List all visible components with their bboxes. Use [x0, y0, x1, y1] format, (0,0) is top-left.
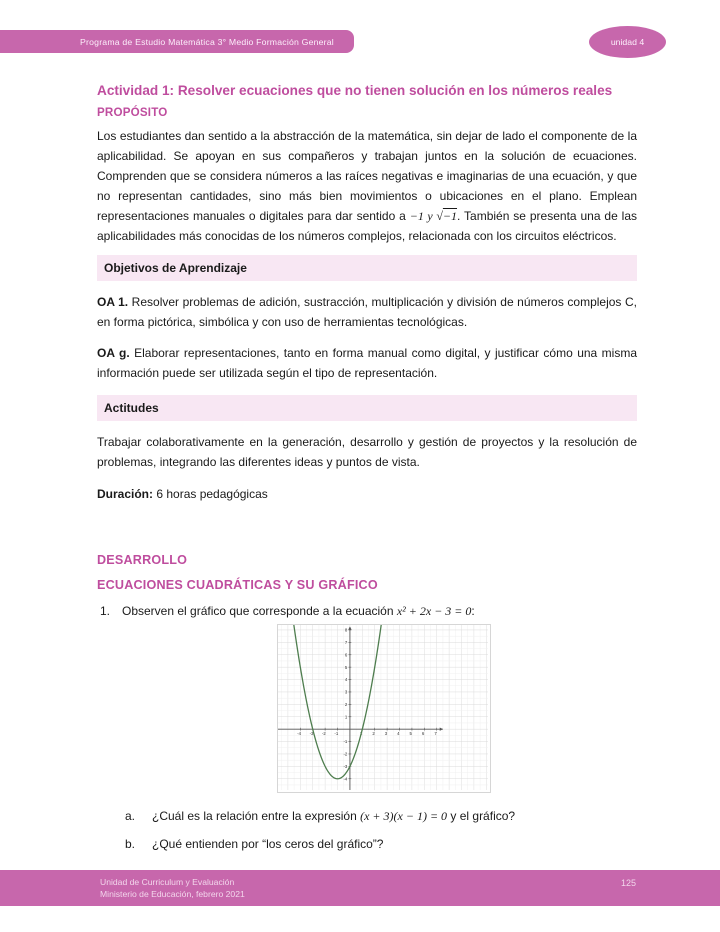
svg-text:2: 2 — [344, 701, 348, 707]
svg-text:2: 2 — [372, 731, 375, 737]
actitudes-paragraph: Trabajar colaborativamente en la generación, desarrollo y gestión de proyectos y la resolución de problemas, integrando las diferentes ideas y puntos de vista. — [97, 435, 637, 469]
svg-text:7: 7 — [434, 731, 437, 737]
question-a — [97, 809, 637, 824]
duration-value: 6 horas pedagógicas — [153, 487, 268, 501]
item-1-suffix: : — [471, 604, 475, 618]
parabola-graph — [277, 624, 491, 793]
svg-text:3: 3 — [344, 689, 348, 695]
question-b — [97, 837, 637, 851]
page-number: 125 — [620, 878, 636, 888]
question-a-letter: a. — [125, 809, 136, 823]
question-a-expression: (x + 3)(x − 1) = 0 — [360, 809, 448, 823]
footer-line-2: Ministerio de Educación, febrero 2021 — [100, 889, 245, 899]
svg-text:-2: -2 — [343, 751, 348, 757]
objetivos-heading: Objetivos de Aprendizaje — [104, 261, 247, 275]
proposito-text-start: Los estudiantes dan sentido a la abstracción de la matemática, sin dejar de lado el componente de la aplicabilidad. Se apoyan en sus compañeros y trabajan juntos en la solución de ecuaciones. Comprenden que se considera números a las raíces negativas e imaginarias de una ecuación, y que no representan cantidades, sino más bien movimientos o ubicaciones en el plano. Emplean representaciones manuales o digitales para dar sentido a — [97, 129, 637, 223]
math-minus-one: −1 y — [409, 209, 437, 223]
question-b-letter: b. — [125, 837, 136, 851]
svg-text:-2: -2 — [322, 731, 326, 737]
radical-sign: √ — [436, 209, 443, 223]
proposito-text-end: . También se presenta una de las aplicabilidades más conocidas de los números complejos, relacionada con los circuitos eléctricos. — [97, 209, 637, 243]
item-1-equation: x² + 2x − 3 = 0 — [396, 604, 472, 618]
item-1-text — [122, 604, 475, 619]
unit-badge-label: unidad 4 — [610, 37, 645, 47]
oag-label: OA g. — [97, 346, 130, 360]
svg-text:5: 5 — [409, 731, 412, 737]
svg-text:6: 6 — [344, 652, 348, 658]
item-1-prefix: Observen el gráfico que corresponde a la ecuación — [122, 604, 397, 618]
question-a-prefix: ¿Cuál es la relación entre la expresión — [152, 809, 361, 823]
footer-line-1: Unidad de Curriculum y Evaluación — [100, 877, 235, 887]
proposito-heading: PROPÓSITO — [97, 106, 168, 119]
svg-text:-1: -1 — [343, 739, 348, 745]
footer-band — [0, 870, 720, 906]
oa1-text: Resolver problemas de adición, sustracción, multiplicación y división de números complejos C, en forma pictórica, simbólica y con uso de herramientas tecnológicas. — [97, 295, 637, 329]
svg-text:5: 5 — [344, 664, 348, 670]
question-a-suffix: y el gráfico? — [447, 809, 516, 823]
activity-title: Actividad 1: Resolver ecuaciones que no tienen solución en los números reales — [97, 83, 613, 98]
svg-text:-1: -1 — [334, 731, 339, 737]
actitudes-band — [97, 395, 637, 421]
svg-text:1: 1 — [344, 714, 348, 720]
svg-text:6: 6 — [421, 731, 425, 737]
svg-text:8: 8 — [344, 627, 348, 633]
proposito-paragraph — [97, 126, 637, 246]
oag-text: Elaborar representaciones, tanto en forma manual como digital, y justificar cómo una misma información puede ser utilizada según el tipo de representación. — [97, 346, 637, 380]
svg-text:-4: -4 — [297, 731, 302, 737]
svg-text:3: 3 — [384, 731, 388, 737]
svg-text:-3: -3 — [343, 763, 348, 769]
question-a-text — [152, 809, 515, 824]
duration-label: Duración: — [97, 487, 154, 501]
oa1-label: OA 1. — [97, 295, 129, 309]
item-1-number: 1. — [100, 604, 111, 618]
actitudes-heading: Actitudes — [104, 401, 159, 415]
svg-text:7: 7 — [344, 639, 348, 645]
parabola-graph-svg — [278, 625, 488, 790]
svg-text:4: 4 — [397, 731, 400, 737]
oa1-paragraph — [97, 292, 637, 332]
content-column — [97, 0, 637, 851]
desarrollo-heading: DESARROLLO — [97, 553, 188, 567]
objetivos-band — [97, 255, 637, 281]
item-1 — [97, 604, 637, 619]
section-heading: ECUACIONES CUADRÁTICAS Y SU GRÁFICO — [97, 578, 378, 592]
svg-text:-4: -4 — [343, 776, 348, 782]
radical-argument: −1 — [442, 209, 458, 223]
header-program-label: Programa de Estudio Matemática 3° Medio Formación General — [80, 36, 334, 47]
svg-text:1: 1 — [359, 731, 363, 737]
question-b-text: ¿Qué entienden por “los ceros del gráfico”? — [152, 837, 384, 851]
svg-text:4: 4 — [344, 677, 348, 683]
oag-paragraph — [97, 343, 637, 383]
footer-credits — [100, 876, 245, 906]
duration-line — [97, 487, 637, 501]
svg-text:-3: -3 — [309, 731, 314, 737]
